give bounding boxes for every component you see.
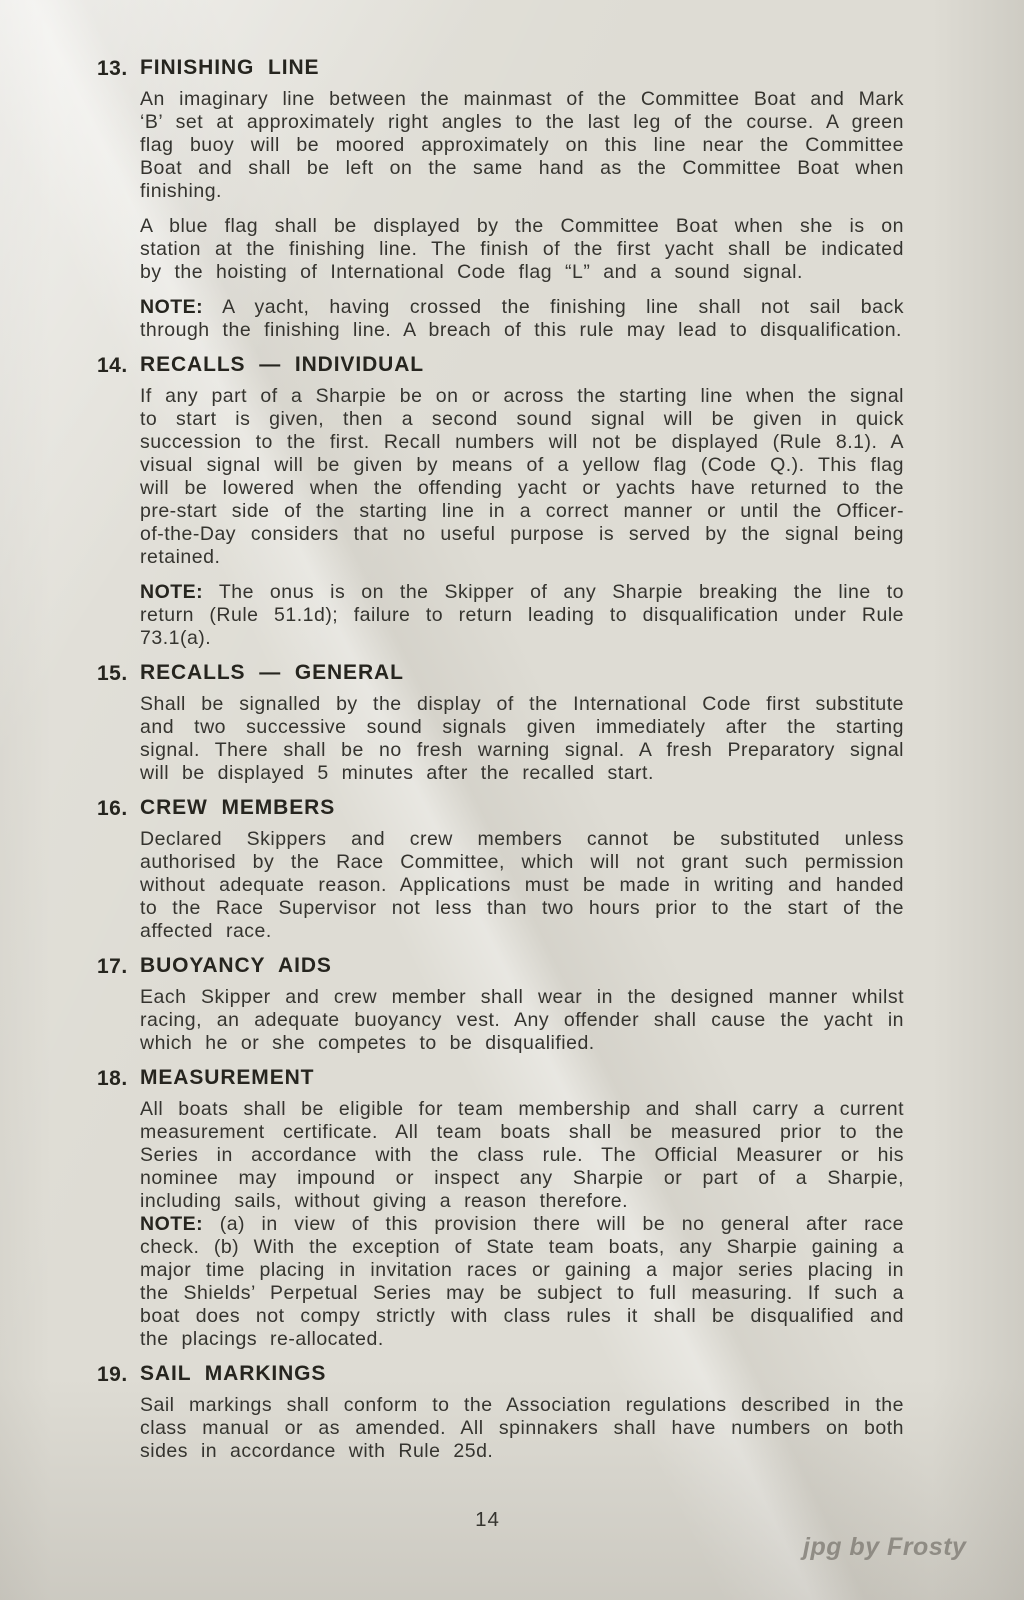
paragraph: Each Skipper and crew member shall wear in the designed manner whilst racing, an adequate buoyancy vest. Any offender shall cause the yacht in which he or she competes to be disqualified.	[140, 986, 904, 1054]
section-number: 13.	[97, 57, 128, 80]
note-paragraph	[140, 581, 904, 650]
note-text: (a) in view of this provision there will be no general after race check. (b) With the exception of State team boats, any Sharpie gaining a major time placing in invitation races or gaining a major series placing in the Shields’ Perpetual Series may be subject to full measuring. If such a boat does not compy strictly with class rules it shall be disqualified and the placings re-allocated.	[140, 1213, 905, 1350]
section-number: 14.	[97, 354, 128, 377]
watermark: jpg by Frosty	[803, 1533, 967, 1561]
paragraph: Sail markings shall conform to the Association regulations described in the class manual or as amended. All spinnakers shall have numbers on both sides in accordance with Rule 25d.	[140, 1394, 904, 1462]
note-text: The onus is on the Skipper of any Sharpie breaking the line to return (Rule 51.1d); failure to return leading to disqualification under Rule 73.1(a).	[140, 581, 904, 649]
section-title: MEASUREMENT	[140, 1066, 315, 1089]
section-recalls-general	[97, 661, 904, 785]
section-title: RECALLS — INDIVIDUAL	[140, 353, 424, 376]
paragraph: Shall be signalled by the display of the International Code first substitute and two successive sound signals given immediately after the starting signal. There shall be no fresh warning signal. A fresh Preparatory signal will be displayed 5 minutes after the recalled start.	[140, 693, 904, 784]
paragraph: A blue flag shall be displayed by the Committee Boat when she is on station at the finishing line. The finish of the first yacht shall be indicated by the hoisting of International Code flag “L” and a sound signal.	[140, 215, 904, 283]
section-number: 17.	[97, 955, 128, 978]
section-sail-markings	[97, 1362, 904, 1463]
section-title: BUOYANCY AIDS	[140, 954, 332, 977]
note-paragraph	[140, 296, 904, 342]
paragraph: All boats shall be eligible for team membership and shall carry a current measurement certificate. All team boats shall be measured prior to the Series in accordance with the class rule. The Official Measurer or his nominee may impound or inspect any Sharpie or part of a Sharpie, including sails, without giving a reason therefore.	[140, 1098, 904, 1212]
section-measurement	[97, 1066, 904, 1351]
section-recalls-individual	[97, 353, 904, 650]
page-content	[97, 56, 904, 1463]
note-text: A yacht, having crossed the finishing line shall not sail back through the finishing line. A breach of this rule may lead to disqualification.	[140, 296, 905, 341]
section-title: SAIL MARKINGS	[140, 1362, 327, 1385]
page-number: 14	[475, 1508, 500, 1531]
note-paragraph	[140, 1213, 904, 1351]
section-title: CREW MEMBERS	[140, 796, 336, 819]
paragraph: Declared Skippers and crew members cannot be substituted unless authorised by the Race Committee, which will not grant such permission without adequate reason. Applications must be made in writing and handed to the Race Supervisor not less than two hours prior to the start of the affected race.	[140, 828, 904, 942]
section-number: 15.	[97, 662, 128, 685]
note-label: NOTE:	[140, 296, 204, 318]
section-buoyancy-aids	[97, 954, 904, 1055]
section-title: FINISHING LINE	[140, 56, 320, 79]
paragraph: An imaginary line between the mainmast of the Committee Boat and Mark ‘B’ set at approximately right angles to the last leg of the course. A green flag buoy will be moored approximately on this line near the Committee Boat and shall be left on the same hand as the Committee Boat when finishing.	[140, 88, 904, 202]
section-finishing-line	[97, 56, 904, 342]
section-title: RECALLS — GENERAL	[140, 661, 404, 684]
note-label: NOTE:	[140, 581, 204, 603]
section-crew-members	[97, 796, 904, 943]
note-label: NOTE:	[140, 1213, 204, 1235]
section-number: 19.	[97, 1363, 128, 1386]
section-number: 18.	[97, 1067, 128, 1090]
paragraph: If any part of a Sharpie be on or across the starting line when the signal to start is given, then a second sound signal will be given in quick succession to the first. Recall numbers will not be displayed (Rule 8.1). A visual signal will be given by means of a yellow flag (Code Q.). This flag will be lowered when the offending yacht or yachts have returned to the pre-start side of the starting line in a correct manner or until the Officer-of-the-Day considers that no useful purpose is served by the signal being retained.	[140, 385, 904, 568]
section-number: 16.	[97, 797, 128, 820]
